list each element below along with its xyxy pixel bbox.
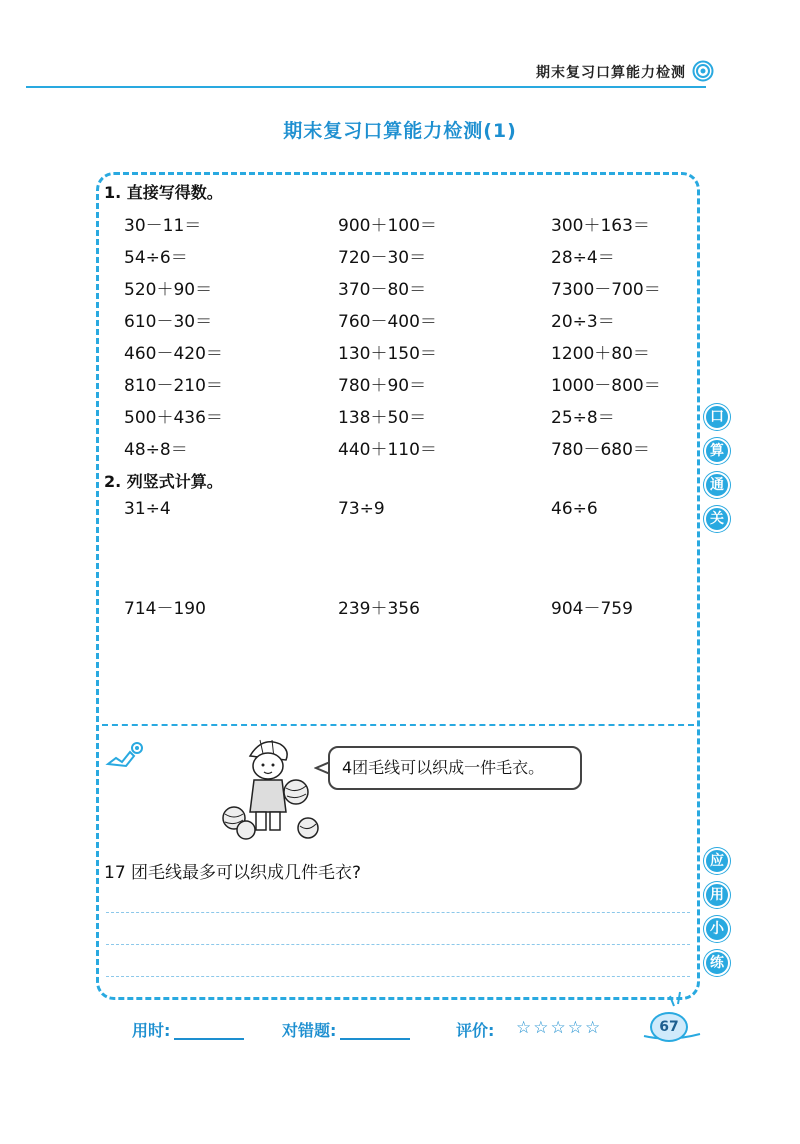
spiral-icon [692, 60, 714, 82]
problem: 1000－800＝ [551, 376, 661, 396]
vertical-calc-problem: 73÷9 [338, 499, 385, 519]
boy-with-yarn-illustration [220, 734, 320, 840]
problem: 780－680＝ [551, 440, 650, 460]
errors-field [282, 1018, 410, 1041]
vertical-calc-problem: 714－190 [124, 599, 206, 619]
speech-bubble: 4团毛线可以织成一件毛衣。 [328, 746, 582, 790]
vertical-calc-problem: 904－759 [551, 599, 633, 619]
problem: 720－30＝ [338, 248, 427, 268]
section-1-title: 1. 直接写得数。 [104, 183, 223, 202]
problem: 130＋150＝ [338, 344, 437, 364]
problem: 48÷8＝ [124, 440, 188, 460]
section-2-title: 2. 列竖式计算。 [104, 472, 223, 491]
time-field [132, 1018, 244, 1041]
problem: 20÷3＝ [551, 312, 615, 332]
problem: 300＋163＝ [551, 216, 650, 236]
problem: 1200＋80＝ [551, 344, 650, 364]
answer-line[interactable] [106, 976, 690, 977]
side-tab: 口 [704, 404, 730, 430]
problem: 28÷4＝ [551, 248, 615, 268]
side-tab: 应 [704, 848, 730, 874]
side-tab: 练 [704, 950, 730, 976]
vertical-calc-problem: 239＋356 [338, 599, 420, 619]
problem: 7300－700＝ [551, 280, 661, 300]
problem: 440＋110＝ [338, 440, 437, 460]
problem: 460－420＝ [124, 344, 223, 364]
vertical-calc-problem: 46÷6 [551, 499, 598, 519]
side-tab: 算 [704, 438, 730, 464]
word-problem-question: 17 团毛线最多可以织成几件毛衣? [104, 863, 362, 883]
problem: 760－400＝ [338, 312, 437, 332]
side-tab: 通 [704, 472, 730, 498]
side-tab: 用 [704, 882, 730, 908]
header-title: 期末复习口算能力检测 [536, 65, 686, 81]
pointing-hand-icon [104, 740, 146, 770]
problem: 810－210＝ [124, 376, 223, 396]
page-title: 期末复习口算能力检测(1) [283, 120, 517, 142]
time-blank[interactable] [174, 1024, 244, 1040]
side-tab: 小 [704, 916, 730, 942]
answer-line[interactable] [106, 912, 690, 913]
answer-line[interactable] [106, 944, 690, 945]
errors-label: 对错题: [282, 1021, 337, 1040]
rating-stars[interactable]: ☆☆☆☆☆ [516, 1018, 603, 1038]
rating-field [456, 1018, 494, 1041]
problem: 780＋90＝ [338, 376, 427, 396]
problem: 30－11＝ [124, 216, 202, 236]
page-number: 67 [650, 1012, 688, 1042]
problem: 25÷8＝ [551, 408, 615, 428]
problem: 610－30＝ [124, 312, 213, 332]
header-rule [26, 86, 706, 88]
vertical-calc-problem: 31÷4 [124, 499, 171, 519]
time-label: 用时: [132, 1021, 171, 1040]
errors-blank[interactable] [340, 1024, 410, 1040]
problem: 138＋50＝ [338, 408, 427, 428]
rating-label: 评价: [456, 1021, 495, 1040]
problem: 54÷6＝ [124, 248, 188, 268]
side-tab: 关 [704, 506, 730, 532]
problem: 520＋90＝ [124, 280, 213, 300]
problem: 500＋436＝ [124, 408, 223, 428]
section-divider [102, 724, 694, 726]
problem: 900＋100＝ [338, 216, 437, 236]
problem: 370－80＝ [338, 280, 427, 300]
